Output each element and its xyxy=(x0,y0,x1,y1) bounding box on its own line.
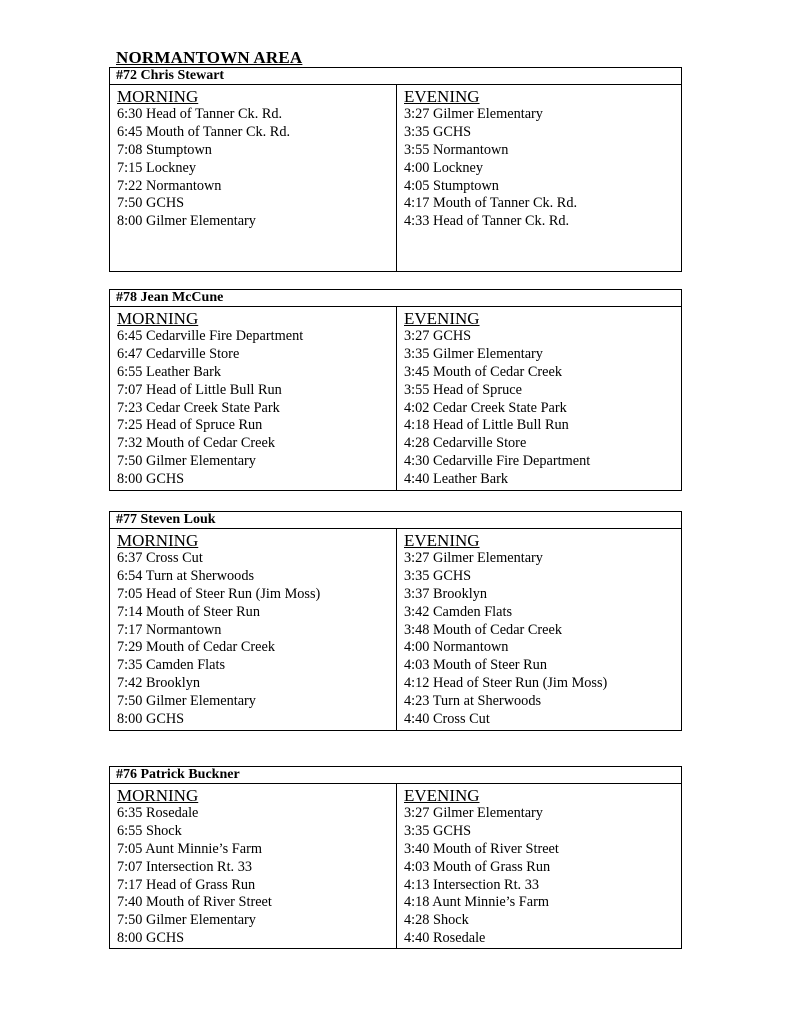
stop-entry: 7:15 Lockney xyxy=(117,159,197,176)
morning-heading: MORNING xyxy=(117,87,199,106)
stop-entry: 3:27 GCHS xyxy=(404,328,472,344)
stop-entry: 6:55 Leather Bark xyxy=(117,363,222,380)
stop-entry: 3:40 Mouth of River Street xyxy=(404,840,559,857)
stop-entry: 7:35 Camden Flats xyxy=(117,657,226,674)
stop-entry: 3:42 Camden Flats xyxy=(404,603,513,620)
stop-entry: 7:07 Intersection Rt. 33 xyxy=(117,858,253,875)
stop-entry: 3:45 Mouth of Cedar Creek xyxy=(404,363,563,380)
stop-entry: 3:27 Gilmer Elementary xyxy=(404,106,543,122)
stop-entry: 4:00 Normantown xyxy=(404,639,509,656)
morning-heading: MORNING xyxy=(117,531,199,550)
evening-heading: EVENING xyxy=(404,786,480,805)
stop-entry: 7:05 Aunt Minnie’s Farm xyxy=(117,840,262,857)
stop-entry: 7:50 Gilmer Elementary xyxy=(117,693,256,710)
stop-entry: 3:35 GCHS xyxy=(404,822,472,839)
morning-column xyxy=(110,784,397,948)
route-table-76 xyxy=(109,766,682,949)
stop-entry: 3:35 GCHS xyxy=(404,123,472,140)
morning-stops xyxy=(117,106,396,231)
evening-stops xyxy=(404,328,681,489)
stop-entry: 3:48 Mouth of Cedar Creek xyxy=(404,621,563,638)
morning-column xyxy=(110,307,397,490)
evening-stops xyxy=(404,805,681,948)
route-table-77 xyxy=(109,511,682,731)
stop-entry: 7:40 Mouth of River Street xyxy=(117,894,272,911)
stop-entry: 3:55 Normantown xyxy=(404,141,509,158)
evening-heading: EVENING xyxy=(404,531,480,550)
stop-entry: 6:55 Shock xyxy=(117,822,182,839)
stop-entry: 7:23 Cedar Creek State Park xyxy=(117,399,280,416)
stop-entry: 7:50 GCHS xyxy=(117,195,185,212)
stop-entry: 7:17 Normantown xyxy=(117,621,222,638)
evening-stops xyxy=(404,550,681,729)
stop-entry: 8:00 GCHS xyxy=(117,471,185,488)
stop-entry: 4:18 Aunt Minnie’s Farm xyxy=(404,894,549,911)
stop-entry: 6:47 Cedarville Store xyxy=(117,345,240,362)
stop-entry: 4:40 Cross Cut xyxy=(404,711,490,728)
stop-entry: 3:27 Gilmer Elementary xyxy=(404,550,543,566)
stop-entry: 7:50 Gilmer Elementary xyxy=(117,912,256,929)
stop-entry: 4:00 Lockney xyxy=(404,159,484,176)
evening-heading: EVENING xyxy=(404,309,480,328)
morning-heading: MORNING xyxy=(117,786,199,805)
stop-entry: 4:28 Cedarville Store xyxy=(404,435,527,452)
stop-entry: 7:29 Mouth of Cedar Creek xyxy=(117,639,276,656)
stop-entry: 8:00 Gilmer Elementary xyxy=(117,213,256,230)
stop-entry: 4:40 Leather Bark xyxy=(404,471,509,488)
morning-column xyxy=(110,529,397,730)
stop-entry: 6:45 Cedarville Fire Department xyxy=(117,328,304,344)
stop-entry: 7:42 Brooklyn xyxy=(117,675,201,692)
stop-entry: 6:37 Cross Cut xyxy=(117,550,203,566)
route-header: #78 Jean McCune xyxy=(110,290,681,307)
route-header: #77 Steven Louk xyxy=(110,512,681,529)
morning-stops xyxy=(117,550,396,729)
stop-entry: 4:03 Mouth of Grass Run xyxy=(404,858,551,875)
stop-entry: 3:37 Brooklyn xyxy=(404,585,488,602)
stop-entry: 3:27 Gilmer Elementary xyxy=(404,805,543,821)
stop-entry: 6:35 Rosedale xyxy=(117,805,199,821)
route-table-72 xyxy=(109,67,682,272)
stop-entry: 4:30 Cedarville Fire Department xyxy=(404,453,591,470)
route-table-78 xyxy=(109,289,682,491)
stop-entry: 7:50 Gilmer Elementary xyxy=(117,453,256,470)
stop-entry: 7:17 Head of Grass Run xyxy=(117,876,256,893)
evening-heading: EVENING xyxy=(404,87,480,106)
stop-entry: 7:22 Normantown xyxy=(117,177,222,194)
stop-entry: 4:40 Rosedale xyxy=(404,930,486,947)
stop-entry: 4:23 Turn at Sherwoods xyxy=(404,693,542,710)
stop-entry: 4:05 Stumptown xyxy=(404,177,499,194)
stop-entry: 7:07 Head of Little Bull Run xyxy=(117,381,282,398)
evening-column xyxy=(397,529,681,730)
stop-entry: 4:28 Shock xyxy=(404,912,469,929)
stop-entry: 7:05 Head of Steer Run (Jim Moss) xyxy=(117,585,321,602)
evening-column xyxy=(397,85,681,271)
evening-column xyxy=(397,784,681,948)
stop-entry: 4:17 Mouth of Tanner Ck. Rd. xyxy=(404,195,578,212)
stop-entry: 8:00 GCHS xyxy=(117,930,185,947)
stop-entry: 6:30 Head of Tanner Ck. Rd. xyxy=(117,106,283,122)
evening-stops xyxy=(404,106,681,231)
stop-entry: 4:12 Head of Steer Run (Jim Moss) xyxy=(404,675,608,692)
stop-entry: 6:45 Mouth of Tanner Ck. Rd. xyxy=(117,123,291,140)
morning-heading: MORNING xyxy=(117,309,199,328)
stop-entry: 7:25 Head of Spruce Run xyxy=(117,417,263,434)
stop-entry: 7:08 Stumptown xyxy=(117,141,212,158)
morning-stops xyxy=(117,805,396,948)
stop-entry: 3:35 GCHS xyxy=(404,567,472,584)
morning-column xyxy=(110,85,397,271)
stop-entry: 4:18 Head of Little Bull Run xyxy=(404,417,569,434)
stop-entry: 4:03 Mouth of Steer Run xyxy=(404,657,547,674)
morning-stops xyxy=(117,328,396,489)
stop-entry: 3:35 Gilmer Elementary xyxy=(404,345,543,362)
stop-entry: 7:32 Mouth of Cedar Creek xyxy=(117,435,276,452)
route-header: #76 Patrick Buckner xyxy=(110,767,681,784)
stop-entry: 4:13 Intersection Rt. 33 xyxy=(404,876,540,893)
stop-entry: 7:14 Mouth of Steer Run xyxy=(117,603,260,620)
page-title: NORMANTOWN AREA xyxy=(116,48,303,67)
evening-column xyxy=(397,307,681,490)
route-header: #72 Chris Stewart xyxy=(110,68,681,85)
stop-entry: 4:02 Cedar Creek State Park xyxy=(404,399,567,416)
stop-entry: 6:54 Turn at Sherwoods xyxy=(117,567,255,584)
stop-entry: 8:00 GCHS xyxy=(117,711,185,728)
stop-entry: 3:55 Head of Spruce xyxy=(404,381,522,398)
stop-entry: 4:33 Head of Tanner Ck. Rd. xyxy=(404,213,570,230)
